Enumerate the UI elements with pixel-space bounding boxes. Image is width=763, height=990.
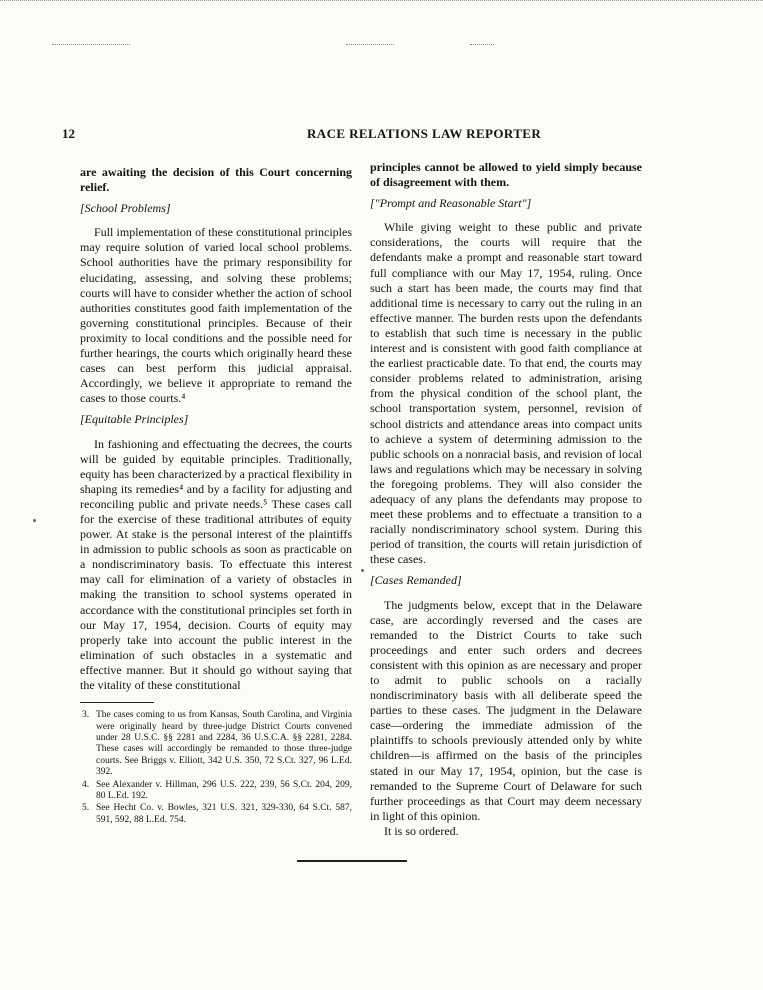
page-number: 12 [62,126,75,141]
page-header [62,126,702,144]
left-column [80,165,352,827]
footnote-number: 3. [82,710,90,721]
left-intro: are awaiting the decision of this Court concerning relief. [80,165,352,195]
paragraph-equitable-principles: In fashioning and effectuating the decrees, the courts will be guided by equitable principles. Traditionally, equity has been characterized by a practical flexibility in shaping its remedies⁴ and by a facility for adjusting and reconciling public and private needs.⁵ These cases call for the exercise of these traditional attributes of equity power. At stake is the personal interest of the plaintiffs in admission to public schools as soon as practicable on a nondiscriminatory basis. To effectuate this interest may call for elimination of a variety of obstacles in making the transition to school systems operated in accordance with the constitutional principles set forth in our May 17, 1954, decision. Courts of equity may properly take into account the public interest in the elimination of such obstacles in a systematic and effective manner. But it should go without saying that the vitality of these constitutional [80,436,352,692]
footnote-number: 4. [82,779,90,790]
footnote-number: 5. [82,803,90,814]
footnote [80,780,352,803]
footnote [80,710,352,778]
closing-line: It is so ordered. [384,823,459,838]
heading-equitable-principles: [Equitable Principles] [80,412,189,427]
scan-artifact-line [470,44,494,45]
scan-artifact-dot [361,569,364,572]
right-intro: principles cannot be allowed to yield simply because of disagreement with them. [370,160,642,190]
scan-artifact-dot [33,519,36,522]
paragraph-prompt-start: While giving weight to these public and private considerations, the courts will require that the defendants make a prompt and reasonable start toward full compliance with our May 17, 1954, ruling. Once such a start has been made, the courts may find that additional time is necessary to carry out the ruling in an effective manner. The burden rests upon the defendants to establish that such time is necessary in the public interest and is consistent with good faith compliance at the earliest practicable date. To that end, the courts may consider problems related to administration, arising from the physical condition of the school plant, the school transportation system, personnel, revision of school districts and attendance areas into compact units to achieve a system of determining admission to the public schools on a nonracial basis, and revision of local laws and regulations which may be necessary in solving the foregoing problems. They will also consider the adequacy of any plans the defendants may propose to meet these problems and to effectuate a transition to a racially nondiscriminatory school system. During this period of transition, the courts will retain jurisdiction of these cases. [370,220,642,567]
paragraph-cases-remanded: The judgments below, except that in the Delaware case, are accordingly reversed and the cases are remanded to the District Courts to take such proceedings and enter such orders and decrees consistent with this opinion as are necessary and proper to admit to public schools on a racially nondiscriminatory basis with all deliberate speed the parties to these cases. The judgment in the Delaware case—ordering the immediate admission of the plaintiffs to schools previously attended only by white children—is affirmed on the basis of the principles stated in our May 17, 1954, opinion, but the case is remanded to the Supreme Court of Delaware for such further proceedings as that Court may deem necessary in light of this opinion. [370,597,642,823]
footnote [80,803,352,826]
scan-artifact-line [346,44,394,45]
heading-school-problems: [School Problems] [80,201,171,216]
right-column [370,160,642,839]
end-rule [297,860,407,862]
footnote-text: See Alexander v. Hillman, 296 U.S. 222, 239, 56 S.Ct. 204, 209, 80 L.Ed. 192. [96,779,352,801]
footnotes [80,710,352,826]
heading-cases-remanded: [Cases Remanded] [370,573,462,588]
paragraph-school-problems: Full implementation of these constitutional principles may require solution of varied local school problems. School authorities have the primary responsibility for elucidating, assessing, and solving these problems; courts will have to consider whether the action of school authorities constitutes good faith implementation of the governing constitutional principles. Because of their proximity to local conditions and the possible need for further hearings, the courts which originally heard these cases can best perform this judicial appraisal. Accordingly, we believe it appropriate to remand the cases to those courts.⁴ [80,225,352,406]
scan-artifact-line [52,44,130,45]
running-head: RACE RELATIONS LAW REPORTER [307,126,542,141]
heading-prompt-start: ["Prompt and Reasonable Start"] [370,196,532,211]
footnote-rule [80,702,154,703]
footnote-text: The cases coming to us from Kansas, South Carolina, and Virginia were originally heard by three-judge District Courts convened under 28 U.S.C. §§ 2281 and 2284, 36 U.S.C.A. §§ 2281, 2284. These cases will accordingly be remanded to those three-judge courts. See Briggs v. Elliott, 342 U.S. 350, 72 S.Ct. 327, 96 L.Ed. 392. [96,710,352,778]
footnote-text: See Hecht Co. v. Bowles, 321 U.S. 321, 329-330, 64 S.Ct. 587, 591, 592, 88 L.Ed. 754. [96,803,352,825]
page-top-edge [0,0,763,1]
